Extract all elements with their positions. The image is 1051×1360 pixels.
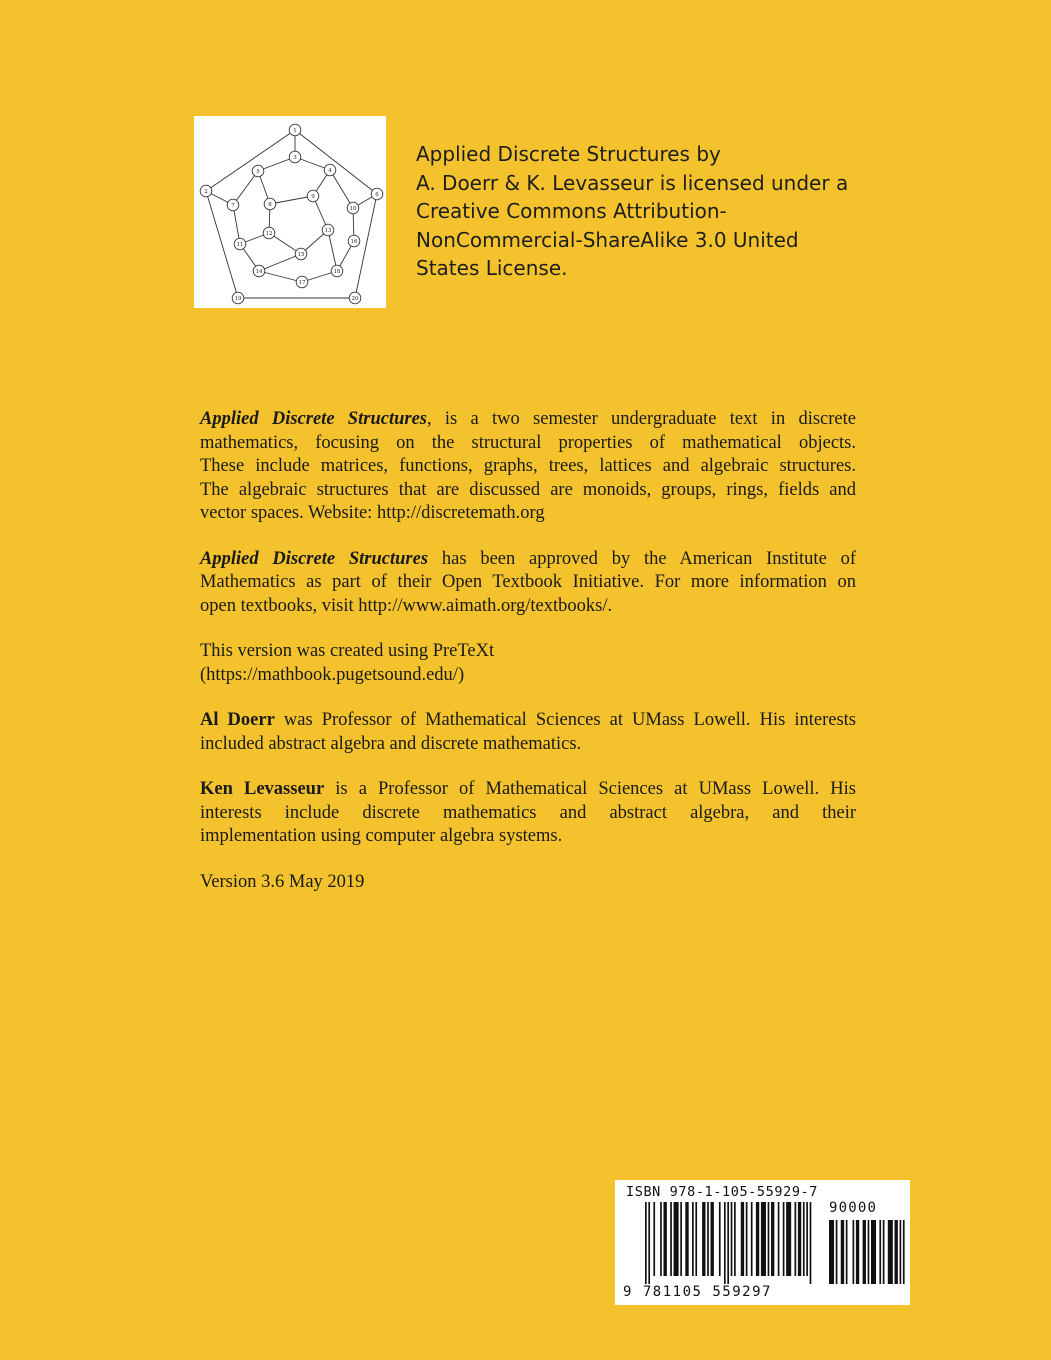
book-description: Applied Discrete Structures, is a two semester undergraduate text in discrete mathematics, focusing on the structural properties of mathematical objects. These include matrices, functions, graphs, trees, lattices and algebraic structures. The algebraic structures that are discussed are monoids, groups, rings, fields and vector spaces. Website: http://discretemath.org (200, 409, 856, 523)
book-title: Applied Discrete Structures (200, 548, 429, 569)
graph-vertex-label: 10 (349, 206, 357, 212)
graph-vertex-label: 20 (351, 296, 359, 302)
graph-vertex-label: 5 (256, 169, 260, 175)
isbn-number: ISBN 978-1-105-55929-7 (626, 1184, 819, 1200)
ean-number: 9 781105 559297 (623, 1284, 772, 1300)
pretext-note: This version was created using PreTeXt (https://mathbook.pugetsound.edu/) (200, 641, 495, 685)
barcode-bar (888, 1220, 893, 1284)
barcode-bar (853, 1220, 855, 1284)
graph-vertex-label: 18 (333, 269, 341, 275)
graph-vertex-label: 6 (375, 192, 379, 198)
barcode-bar (863, 1220, 866, 1284)
graph-vertex-label: 16 (350, 239, 358, 245)
graph-vertex-label: 11 (236, 242, 244, 248)
barcode-bar (771, 1202, 774, 1276)
author-bio-doerr: Al Doerr was Professor of Mathematical Sciences at UMass Lowell. His interests included abstract algebra and discrete mathematics. (200, 710, 857, 754)
barcode-bar (883, 1220, 885, 1284)
barcode-bar (879, 1220, 881, 1284)
license-statement (416, 140, 856, 283)
graph-edge (330, 170, 353, 208)
barcode-bar (670, 1202, 672, 1276)
graph-edge (328, 230, 337, 271)
barcode-bar (685, 1202, 688, 1276)
graph-vertex-label: 19 (234, 296, 242, 302)
barcode-bar (768, 1202, 770, 1276)
dodecahedron-graph-figure (194, 116, 386, 308)
graph-vertex-label: 17 (298, 280, 306, 286)
barcode-bar (783, 1202, 785, 1276)
graph-vertex-label: 3 (293, 155, 297, 161)
license-line: Applied Discrete Structures by (416, 142, 721, 166)
barcode-bar (695, 1202, 697, 1276)
barcode-bar (653, 1202, 655, 1276)
barcode-bar (836, 1220, 838, 1284)
graph-vertex-label: 9 (311, 194, 315, 200)
barcode-bar (841, 1220, 844, 1284)
barcode-bar (741, 1202, 744, 1276)
barcode-bar (727, 1202, 729, 1284)
barcode-bar (871, 1220, 876, 1284)
graph-edge (233, 171, 258, 205)
barcode-bar (719, 1202, 721, 1276)
barcode-bar (895, 1220, 898, 1284)
author-bio-levasseur: Ken Levasseur is a Professor of Mathematical Sciences at UMass Lowell. His interests include discrete mathematics and abstract algebra, and their implementation using computer algebra systems. (200, 779, 856, 846)
barcode-bar (680, 1202, 682, 1276)
barcode-bar (756, 1202, 759, 1276)
license-line: Creative Commons Attribution- (416, 199, 727, 224)
graph-vertex-label: 2 (204, 189, 208, 195)
graph-vertex-label: 14 (255, 269, 263, 275)
barcode-bar (692, 1202, 694, 1276)
barcode-bar (734, 1202, 736, 1276)
barcode-bar (810, 1202, 812, 1284)
graph-edge (259, 254, 301, 271)
author-name: Al Doerr (200, 710, 275, 730)
book-title: Applied Discrete Structures (200, 409, 427, 429)
barcode-bar (674, 1202, 679, 1276)
graph-vertex-label: 13 (324, 228, 332, 234)
barcode-bar (731, 1202, 733, 1276)
barcode-bar (798, 1202, 801, 1276)
graph-vertex-label: 12 (265, 231, 273, 237)
barcode-bar (707, 1202, 709, 1276)
barcode-bar (711, 1202, 714, 1276)
barcode-bar (751, 1202, 753, 1276)
barcode-bar (829, 1220, 834, 1284)
version-info: Version 3.6 May 2019 (200, 871, 365, 892)
barcode-bar (903, 1220, 905, 1284)
graph-svg (194, 116, 386, 308)
barcode-bar (846, 1220, 848, 1284)
barcode-bar (868, 1220, 870, 1284)
back-cover-text (200, 408, 856, 894)
isbn-barcode (615, 1180, 910, 1305)
graph-edge (270, 196, 313, 204)
barcode-bar (746, 1202, 748, 1276)
barcode-bar (648, 1202, 650, 1284)
barcode-bar (645, 1202, 647, 1284)
barcode-bar (786, 1202, 791, 1276)
price-code: 90000 (829, 1200, 878, 1216)
license-line: States License. (416, 256, 568, 281)
barcode-bar (803, 1202, 805, 1276)
barcode-bar (856, 1220, 859, 1284)
barcode-bar (778, 1202, 780, 1276)
barcode-bar (660, 1202, 662, 1276)
approval-note: Applied Discrete Structures has been approved by the American Institute of Mathematics as part of their Open Textbook Initiative. For more information on open textbooks, visit http://www.aimath.org/textbooks/. (200, 548, 856, 616)
graph-vertex-label: 4 (328, 168, 332, 174)
license-line: NonCommercial-ShareAlike 3.0 United (416, 227, 799, 252)
barcode-bar (761, 1202, 766, 1276)
barcode-bar (724, 1202, 726, 1284)
graph-vertex-label: 7 (231, 203, 235, 209)
barcode-bar (795, 1202, 797, 1276)
author-name: Ken Levasseur (200, 779, 325, 799)
barcode-bar (806, 1202, 808, 1276)
graph-edge (259, 271, 302, 282)
license-line: A. Doerr & K. Levasseur is licensed under a (416, 170, 849, 195)
graph-vertex-label: 15 (297, 252, 305, 258)
barcode-bar (900, 1220, 902, 1284)
barcode-bar (702, 1202, 705, 1276)
barcode-bar (663, 1202, 666, 1276)
graph-vertex-label: 8 (268, 202, 272, 208)
graph-vertex-label: 1 (293, 128, 297, 134)
